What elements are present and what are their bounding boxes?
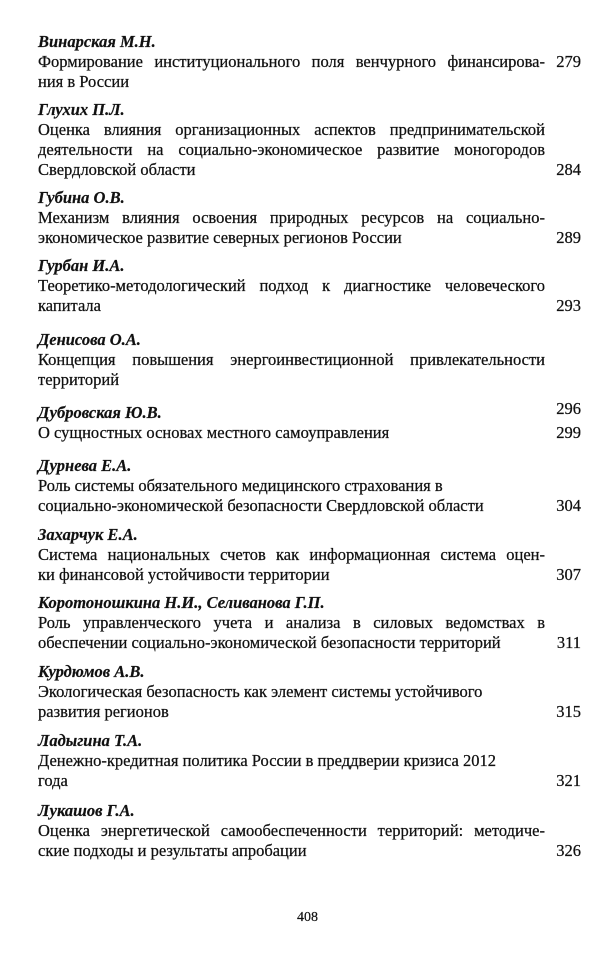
entry-author: Дурнева Е.А. bbox=[38, 456, 132, 475]
toc-entry bbox=[38, 662, 581, 722]
entry-title-row bbox=[38, 682, 581, 702]
entry-title-row bbox=[38, 120, 581, 140]
entry-title-row bbox=[38, 228, 581, 248]
entry-page-number: 321 bbox=[556, 771, 581, 790]
entry-title-line: капитала bbox=[38, 296, 101, 315]
entry-title-line: Оценка энергетической самообеспеченности территорий: методиче- bbox=[38, 821, 545, 840]
entry-author: Захарчук Е.А. bbox=[38, 525, 138, 544]
entry-title-line: Роль системы обязательного медицинского страхования в bbox=[38, 476, 443, 495]
entry-author: Денисова О.А. bbox=[38, 330, 141, 349]
entry-title-row bbox=[38, 140, 581, 160]
entry-author: Курдюмов А.В. bbox=[38, 662, 145, 681]
entry-title-line: Оценка влияния организационных аспектов предпринимательской bbox=[38, 120, 545, 139]
entry-page-number: 279 bbox=[556, 52, 581, 71]
entry-title-row bbox=[38, 350, 581, 370]
entry-page-number: 299 bbox=[556, 423, 581, 442]
entry-title-row bbox=[38, 276, 581, 296]
entry-author: Глухих П.Л. bbox=[38, 100, 125, 119]
entry-page-number: 293 bbox=[556, 296, 581, 315]
entry-title-line: Теоретико-методологический подход к диагностике человеческого bbox=[38, 276, 545, 295]
entry-title-row bbox=[38, 72, 581, 92]
entry-page-number: 326 bbox=[556, 841, 581, 860]
toc-entry bbox=[38, 593, 581, 653]
entry-page-number: 296 bbox=[556, 399, 581, 418]
entry-title-line: года bbox=[38, 771, 68, 790]
entry-title-row bbox=[38, 423, 581, 443]
entry-title-row bbox=[38, 841, 581, 861]
entry-title-row bbox=[38, 52, 581, 72]
toc-entry bbox=[38, 525, 581, 585]
toc-entry bbox=[38, 456, 581, 516]
entry-author: Ладыгина Т.А. bbox=[38, 731, 143, 750]
entry-title-row bbox=[38, 613, 581, 633]
entry-title-row bbox=[38, 565, 581, 585]
entry-author: Лукашов Г.А. bbox=[38, 801, 135, 820]
entry-title-line: Экологическая безопасность как элемент системы устойчивого bbox=[38, 682, 483, 701]
entry-title-row bbox=[38, 476, 581, 496]
toc-entry bbox=[38, 188, 581, 248]
entry-title-line: Механизм влияния освоения природных ресурсов на социально- bbox=[38, 208, 545, 227]
entry-title-row bbox=[38, 633, 581, 653]
entry-title-line: Денежно-кредитная политика России в преддверии кризиса 2012 bbox=[38, 751, 496, 770]
entry-page-number: 289 bbox=[556, 228, 581, 247]
toc-entry bbox=[38, 731, 581, 791]
entry-page-number: 304 bbox=[556, 496, 581, 515]
entry-title-row bbox=[38, 296, 581, 316]
page-folio: 408 bbox=[297, 910, 318, 925]
entry-title-line: Концепция повышения энергоинвестиционной привлекательности bbox=[38, 350, 545, 369]
entry-title-row bbox=[38, 208, 581, 228]
entry-title-line: экономическое развитие северных регионов России bbox=[38, 228, 402, 247]
entry-title-line: ки финансовой устойчивости территории bbox=[38, 565, 330, 584]
entry-page-number: 315 bbox=[556, 702, 581, 721]
entry-title-line: Свердловской области bbox=[38, 160, 196, 179]
entry-page-number: 307 bbox=[556, 565, 581, 584]
entry-author: Дубровская Ю.В. bbox=[38, 403, 162, 422]
entry-title-line: обеспечении социально-экономической безопасности территорий bbox=[38, 633, 501, 652]
entry-title-row bbox=[38, 751, 581, 771]
toc-entry bbox=[38, 403, 581, 443]
entry-author: Винарская М.Н. bbox=[38, 32, 156, 51]
entry-author: Губина О.В. bbox=[38, 188, 125, 207]
entry-title-row bbox=[38, 771, 581, 791]
entry-page-number: 284 bbox=[556, 160, 581, 179]
toc-entry bbox=[38, 256, 581, 316]
toc-entry bbox=[38, 100, 581, 180]
entry-title-row bbox=[38, 496, 581, 516]
entry-title-line: Роль управленческого учета и анализа в силовых ведомствах в bbox=[38, 613, 545, 632]
entry-title-line: развития регионов bbox=[38, 702, 169, 721]
entry-title-line: территорий bbox=[38, 370, 120, 389]
entry-title-row bbox=[38, 821, 581, 841]
entry-title-line: ния в России bbox=[38, 72, 130, 91]
entry-title-line: деятельности на социально-экономическое развитие моногородов bbox=[38, 140, 545, 159]
toc-entry bbox=[38, 801, 581, 861]
entry-title-row bbox=[38, 160, 581, 180]
entry-page-number: 311 bbox=[556, 633, 581, 652]
entry-title-line: ские подходы и результаты апробации bbox=[38, 841, 307, 860]
entry-title-row bbox=[38, 370, 581, 390]
entry-title-line: Формирование институционального поля венчурного финансирова- bbox=[38, 52, 545, 71]
entry-title-row bbox=[38, 545, 581, 565]
entry-title-line: О сущностных основах местного самоуправления bbox=[38, 423, 390, 442]
entry-title-line: социально-экономической безопасности Свердловской области bbox=[38, 496, 484, 515]
entry-author: Коротоношкина Н.И., Селиванова Г.П. bbox=[38, 593, 325, 612]
toc-entry bbox=[38, 32, 581, 92]
entry-title-line: Система национальных счетов как информационная система оцен- bbox=[38, 545, 545, 564]
entry-title-row bbox=[38, 702, 581, 722]
entry-author: Гурбан И.А. bbox=[38, 256, 125, 275]
